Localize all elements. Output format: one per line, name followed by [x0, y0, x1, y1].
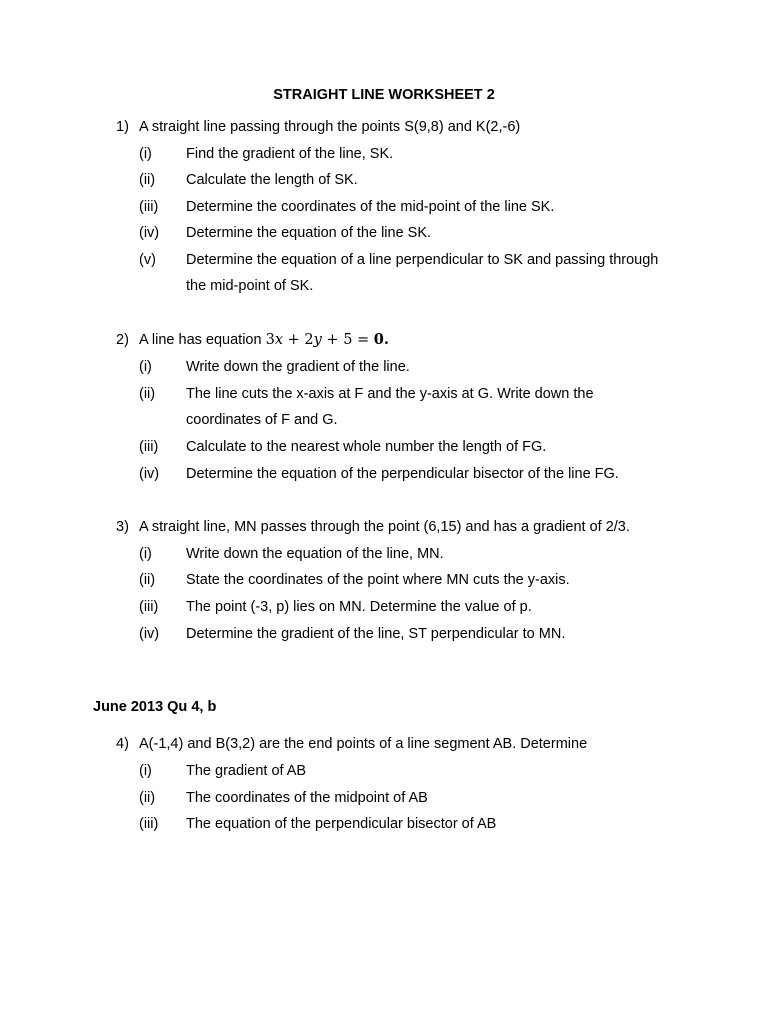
question-number: 2) — [116, 332, 129, 348]
part-text: Calculate to the nearest whole number the length of FG. — [186, 439, 547, 455]
part-text: Determine the equation of the line SK. — [186, 225, 432, 241]
part-text: The coordinates of the midpoint of AB — [186, 790, 428, 806]
part-text: Determine the gradient of the line, ST perpendicular to MN. — [186, 626, 566, 642]
equation-rhs: 0. — [373, 331, 389, 348]
part-text: Find the gradient of the line, SK. — [186, 146, 394, 162]
part-number: (i) — [139, 546, 152, 562]
part-number: (iii) — [139, 439, 159, 455]
equation — [266, 332, 389, 348]
question-text: A(-1,4) and B(3,2) are the end points of a line segment AB. Determine — [139, 736, 588, 752]
equation-constant: 5 — [343, 332, 353, 348]
worksheet-title: STRAIGHT LINE WORKSHEET 2 — [273, 87, 495, 103]
question-text-prefix: A line has equation — [139, 332, 262, 348]
equation-plus: + — [287, 332, 300, 348]
part-number: (i) — [139, 146, 152, 162]
part-text: Calculate the length of SK. — [186, 172, 358, 188]
part-text: Determine the equation of a line perpendicular to SK and passing through — [186, 252, 659, 268]
part-text: Determine the coordinates of the mid-point of the line SK. — [186, 199, 555, 215]
equation-coef-x: 3 — [265, 332, 275, 348]
part-text: Write down the equation of the line, MN. — [186, 546, 444, 562]
part-text-continued: the mid-point of SK. — [186, 278, 314, 294]
part-number: (iv) — [139, 626, 160, 642]
part-number: (ii) — [139, 172, 156, 188]
part-text: The line cuts the x-axis at F and the y-axis at G. Write down the — [186, 386, 594, 402]
part-number: (iv) — [139, 225, 160, 241]
question-number: 4) — [116, 736, 129, 752]
part-number: (i) — [139, 763, 152, 779]
part-number: (i) — [139, 359, 152, 375]
part-number: (iii) — [139, 816, 159, 832]
part-text: The gradient of AB — [186, 763, 307, 779]
part-text: The equation of the perpendicular bisector of AB — [186, 816, 497, 832]
equation-coef-y: 2 — [304, 332, 314, 348]
question-text: A straight line, MN passes through the point (6,15) and has a gradient of 2/3. — [139, 519, 630, 535]
equation-var-y: y — [313, 332, 322, 348]
part-number: (v) — [139, 252, 156, 268]
part-number: (ii) — [139, 386, 156, 402]
part-number: (ii) — [139, 790, 156, 806]
equation-plus: + — [326, 332, 339, 348]
question-number: 1) — [116, 119, 129, 135]
part-number: (ii) — [139, 572, 156, 588]
section-heading: June 2013 Qu 4, b — [93, 699, 217, 715]
question-text — [139, 331, 389, 349]
part-text: Determine the equation of the perpendicular bisector of the line FG. — [186, 466, 619, 482]
equation-var-x: x — [274, 332, 283, 348]
part-number: (iv) — [139, 466, 160, 482]
part-number: (iii) — [139, 199, 159, 215]
equation-equals: = — [357, 332, 370, 348]
part-text: The point (-3, p) lies on MN. Determine the value of p. — [186, 599, 532, 615]
question-text: A straight line passing through the points S(9,8) and K(2,-6) — [139, 119, 521, 135]
part-text: State the coordinates of the point where MN cuts the y-axis. — [186, 572, 570, 588]
part-text: Write down the gradient of the line. — [186, 359, 410, 375]
part-text-continued: coordinates of F and G. — [186, 412, 338, 428]
question-number: 3) — [116, 519, 129, 535]
part-number: (iii) — [139, 599, 159, 615]
